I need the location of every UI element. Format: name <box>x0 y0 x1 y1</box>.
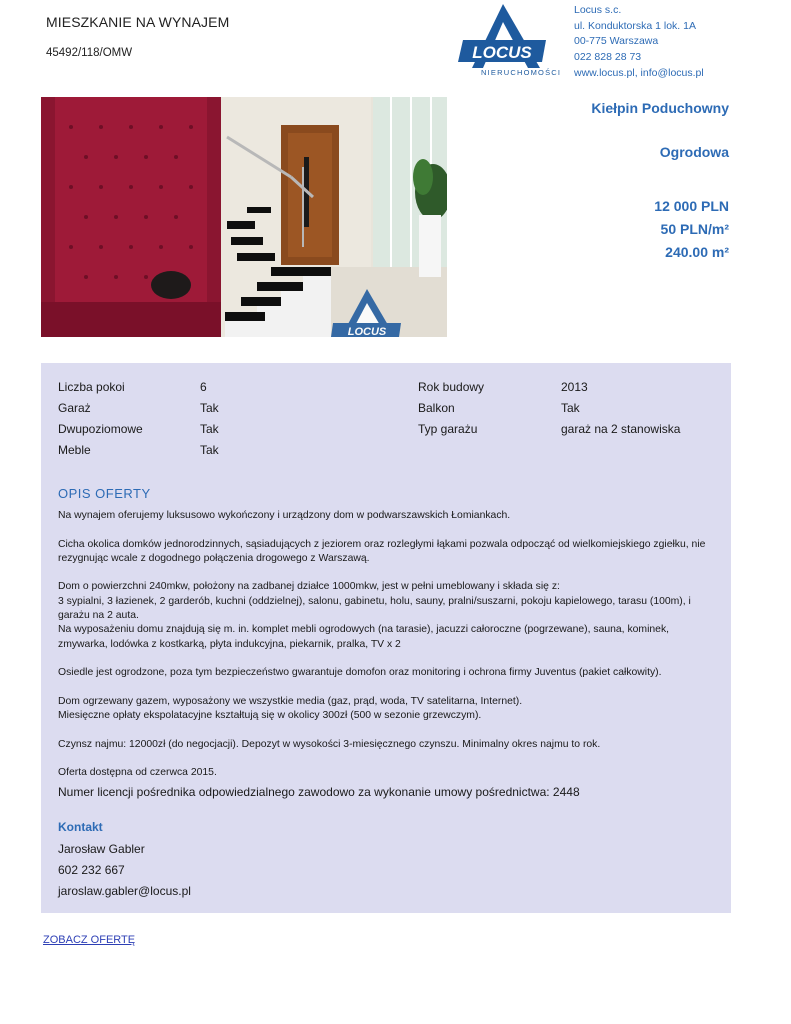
property-photo <box>41 97 447 337</box>
param-value: Tak <box>561 401 580 415</box>
license-number: Numer licencji pośrednika odpowiedzialnego zawodowo za wykonanie umowy pośrednictwa: 2448 <box>58 785 580 799</box>
street: Ogrodowa <box>659 144 729 160</box>
company-street: ul. Konduktorska 1 lok. 1A <box>574 19 696 32</box>
param-label: Liczba pokoi <box>58 380 125 394</box>
description-paragraph: Osiedle jest ogrodzone, poza tym bezpieczeństwo gwarantuje domofon oraz monitoring i ochrona firmy Juventus (pakiet całkowity). <box>58 667 662 679</box>
price: 12 000 PLN <box>654 198 729 214</box>
description-paragraph: Dom o powierzchni 240mkw, położony na zadbanej działce 1000mkw, jest w pełni umeblowany i składa się z: <box>58 581 560 593</box>
contact-email: jaroslaw.gabler@locus.pl <box>58 884 191 898</box>
description-paragraph: 3 sypialni, 3 łazienek, 2 garderób, kuchni (oddzielnej), salonu, gabinetu, holu, sauny, pralni/suszarni, pokoju kapielowego, tarasu (100m), i garażu na 2 auta. <box>58 595 691 622</box>
param-value: 6 <box>200 380 207 394</box>
description-heading: OPIS OFERTY <box>58 486 151 501</box>
description-paragraph: Cicha okolica domków jednorodzinnych, sąsiadujących z jeziorem oraz rozległymi łąkami pozwala odpocząć od wielkomiejskiego zgiełku, nie rezygnując wcale z dogodnego połączenia drogowego z Warszawą. <box>58 538 706 564</box>
description-paragraph: Miesięczne opłaty ekspolatacyjne kształtują się w okolicy 300zł (500 w sezonie grzewczym). <box>58 710 482 722</box>
company-phone: 022 828 28 73 <box>574 51 642 64</box>
description-paragraph: Oferta dostępna od czerwca 2015. <box>58 767 217 779</box>
param-label: Meble <box>58 443 91 457</box>
contact-name: Jarosław Gabler <box>58 842 145 856</box>
company-web: www.locus.pl, info@locus.pl <box>574 66 704 79</box>
param-label: Dwupoziomowe <box>58 422 143 436</box>
logo-subtitle: NIERUCHOMOŚCI <box>481 68 562 77</box>
param-value: Tak <box>200 443 219 457</box>
listing-type-title: MIESZKANIE NA WYNAJEM <box>46 14 230 30</box>
param-value: 2013 <box>561 380 588 394</box>
watermark-text: LOCUS <box>347 326 387 337</box>
description-paragraph: Na wynajem oferujemy luksusowo wykończony i urządzony dom w podwarszawskich Łomiankach. <box>58 510 511 521</box>
param-value: garaż na 2 stanowiska <box>561 422 681 436</box>
param-label: Balkon <box>418 401 455 415</box>
city: Kiełpin Poduchowny <box>591 100 729 116</box>
details-panel <box>41 363 731 913</box>
description-paragraph: Dom ogrzewany gazem, wyposażony we wszystkie media (gaz, prąd, woda, TV satelitarna, Internet). <box>58 695 523 707</box>
logo-text: LOCUS <box>472 43 532 62</box>
param-label: Garaż <box>58 401 91 415</box>
area: 240.00 m² <box>665 244 729 260</box>
param-label: Typ garażu <box>418 422 478 436</box>
param-label: Rok budowy <box>418 380 485 394</box>
company-info <box>574 3 704 82</box>
description-text <box>58 509 708 781</box>
param-value: Tak <box>200 422 219 436</box>
price-per-m2: 50 PLN/m² <box>660 221 729 237</box>
description-paragraph: Czynsz najmu: 12000zł (do negocjacji). Depozyt w wysokości 3-miesięcznego czynszu. Minimalny okres najmu to rok. <box>58 738 601 750</box>
contact-phone: 602 232 667 <box>58 863 125 877</box>
param-value: Tak <box>200 401 219 415</box>
offer-summary <box>591 100 729 260</box>
company-name: Locus s.c. <box>574 4 622 16</box>
company-postal: 00-775 Warszawa <box>574 35 659 48</box>
contact-heading: Kontakt <box>58 820 103 834</box>
description-paragraph: Na wyposażeniu domu znajdują się m. in. komplet mebli ogrodowych (na tarasie), jacuzzi całoroczne (pogrzewane), sauna, kominek, zmywarka, lodówka z kostkarką, płyta indukcyjna, piekarnik, pralka, TV x 2 <box>58 624 670 650</box>
reference-number: 45492/118/OMW <box>46 47 133 59</box>
view-offer-link[interactable]: ZOBACZ OFERTĘ <box>43 934 136 946</box>
